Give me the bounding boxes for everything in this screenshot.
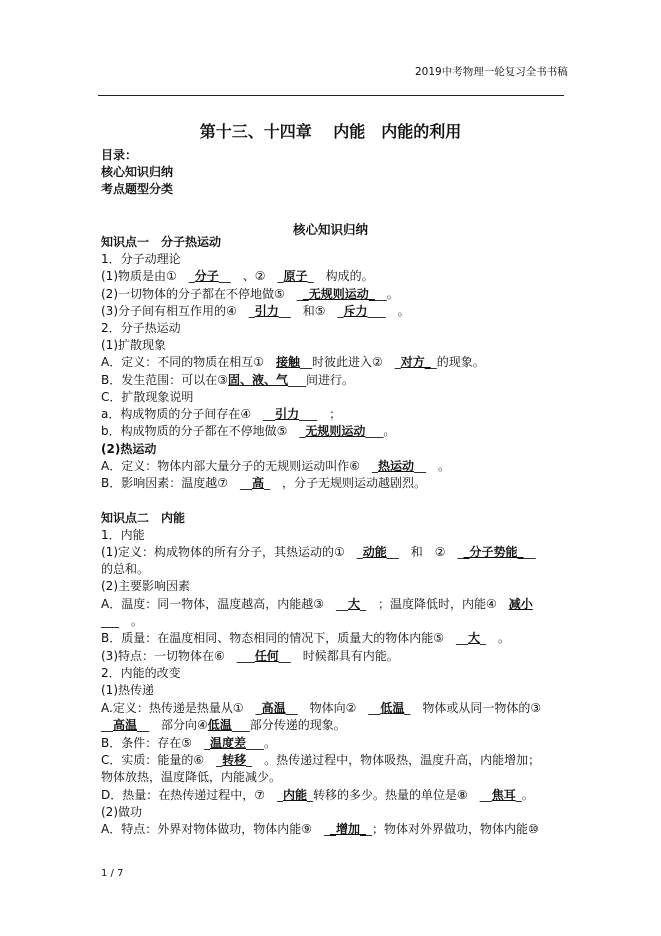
line-text: __ 时候都具有内能。 xyxy=(278,649,399,663)
line-text: __ 和 ② _ xyxy=(386,545,464,559)
answer-text: _无规则运动_ xyxy=(302,287,375,301)
text-line xyxy=(101,630,510,647)
text-line xyxy=(101,406,341,423)
answer-text: 固、液、气 xyxy=(228,373,289,387)
answer-text: 分子 xyxy=(194,269,219,283)
line-text: B．发生范围：可以在③ xyxy=(101,373,228,387)
answer-text: 高温 xyxy=(113,718,138,732)
text-line xyxy=(101,769,281,786)
line-text: (1)定义：构成物体的所有分子，其热运动的① _ xyxy=(101,545,363,559)
text-line xyxy=(101,423,395,440)
line-text: (1)热传递 xyxy=(101,683,154,697)
answer-text: 低温 xyxy=(207,718,232,732)
text-line xyxy=(101,648,399,665)
text-line xyxy=(101,544,536,561)
line-text: __。 xyxy=(374,287,399,301)
line-text: 的总和。 xyxy=(101,562,150,576)
answer-text: 引力 xyxy=(275,407,300,421)
line-text: (2)主要影响因素 xyxy=(101,579,190,593)
toc-item-question-types: 考点题型分类 xyxy=(101,182,174,196)
line-text: __时彼此进入② _ xyxy=(299,355,401,369)
answer-text: 低温 xyxy=(380,701,405,715)
text-line xyxy=(101,682,154,699)
answer-text: 高温 xyxy=(261,701,286,715)
line-text: __ xyxy=(523,545,536,559)
text-line xyxy=(101,735,276,752)
answer-text: 对方_ xyxy=(400,355,431,369)
answer-text: 任何 xyxy=(254,649,279,663)
line-text: __ 部分向④ xyxy=(137,718,208,732)
line-text: _的现象。 xyxy=(430,355,485,369)
text-line xyxy=(101,787,534,804)
line-text: ___ 。 xyxy=(367,304,410,318)
line-text: C．实质：能量的⑥ _ xyxy=(101,753,223,767)
answer-text: 斥力 xyxy=(343,304,368,318)
line-text: ___部分传递的现象。 xyxy=(231,718,346,732)
line-text: B．质量：在温度相同、物态相同的情况下，质量大的物体内能⑤ __ xyxy=(101,631,468,645)
line-text: _ 。 xyxy=(480,631,511,645)
line-text: a．构成物质的分子间存在④ __ xyxy=(101,407,276,421)
answer-text: _分子势能_ xyxy=(463,545,524,559)
line-text: _ ，分子无规则运动越剧烈。 xyxy=(264,476,427,490)
text-line xyxy=(101,441,156,458)
line-text: (2)做功 xyxy=(101,805,142,819)
line-text: A．定义：物体内部大量分子的无规则运动叫作⑥ _ xyxy=(101,459,378,473)
line-text: (1)物质是由① _ xyxy=(101,269,195,283)
text-line xyxy=(101,354,485,371)
heading-text: (2)热运动 xyxy=(101,442,157,456)
text-line xyxy=(101,389,193,406)
line-text: ___。 xyxy=(246,736,277,750)
text-line xyxy=(101,578,190,595)
line-text: _ ；温度降低时，内能④ xyxy=(359,597,509,611)
line-text: A．温度：同一物体，温度越高，内能越③ __ xyxy=(101,597,348,611)
line-text: _转移的多少。热量的单位是⑧ __ xyxy=(307,788,492,802)
text-line xyxy=(101,561,149,578)
line-text: __ 和⑤ _ xyxy=(278,304,344,318)
answer-text: 高 xyxy=(252,476,265,490)
line-text: __ 、② _ xyxy=(218,269,284,283)
answer-text: _增加_ xyxy=(329,822,366,836)
line-text: __ 物体向② __ xyxy=(285,701,381,715)
text-line xyxy=(101,596,533,613)
line-text: (1)扩散现象 xyxy=(101,338,166,352)
text-line xyxy=(101,717,346,734)
text-line xyxy=(101,303,410,320)
answer-text: 焦耳 xyxy=(491,788,516,802)
text-line xyxy=(101,510,185,527)
line-text: __ 。 xyxy=(413,459,450,473)
line-text: ___ 。 xyxy=(101,614,144,628)
answer-text: 热运动 xyxy=(377,459,414,473)
page-number: 1 / 7 xyxy=(101,868,124,879)
page-header: 2019中考物理一轮复习全书书稿 xyxy=(415,66,568,78)
toc-label: 目录： xyxy=(101,148,138,162)
line-text: C．扩散现象说明 xyxy=(101,390,194,404)
chapter-title: 第十三、十四章 内能 内能的利用 xyxy=(199,122,462,141)
line-text: _；物体对外界做功，物体内能⑩ xyxy=(365,822,539,836)
line-text: _ 物体或从同一物体的③ xyxy=(404,701,542,715)
line-text: _。 xyxy=(515,788,534,802)
answer-text: 减小 xyxy=(508,597,533,611)
line-text: 2．分子热运动 xyxy=(101,321,181,335)
text-line xyxy=(101,458,450,475)
line-text: (2)一切物体的分子都在不停地做⑤ _ xyxy=(101,287,303,301)
line-text: B．影响因素：温度越⑦ __ xyxy=(101,476,252,490)
text-line xyxy=(101,251,181,268)
line-text: 1．分子动理论 xyxy=(101,252,181,266)
text-line xyxy=(101,234,221,251)
answer-text: 温度差 xyxy=(210,736,247,750)
line-text: B．条件：存在⑤ _ xyxy=(101,736,210,750)
text-line xyxy=(101,700,541,717)
line-text: 2．内能的改变 xyxy=(101,666,181,680)
text-line xyxy=(101,372,354,389)
section-title: 核心知识归纳 xyxy=(292,222,368,237)
line-text: b．构成物质的分子都在不停地做⑤ _ xyxy=(101,424,306,438)
line-text: ___间进行。 xyxy=(288,373,355,387)
line-text: ___。 xyxy=(365,424,396,438)
line-text: _ 构成的。 xyxy=(307,269,374,283)
answer-text: 接触 xyxy=(275,355,300,369)
line-text: _ 。热传递过程中，物体吸热，温度升高，内能增加； xyxy=(246,753,541,767)
line-text: A.定义：热传递是热量从① _ xyxy=(101,701,262,715)
text-line xyxy=(101,527,145,544)
text-line xyxy=(101,475,426,492)
line-text: A．特点：外界对物体做功，物体内能⑨ _ xyxy=(101,822,330,836)
line-text: (3)特点：一切物体在⑥ ___ xyxy=(101,649,255,663)
answer-text: 原子 xyxy=(283,269,308,283)
answer-text: 转移 xyxy=(222,753,247,767)
text-line xyxy=(101,613,143,630)
answer-text: 大 xyxy=(347,597,360,611)
text-line xyxy=(101,286,399,303)
line-text: __ xyxy=(101,718,113,732)
answer-text: 大 xyxy=(468,631,481,645)
text-line xyxy=(101,320,181,337)
text-line xyxy=(101,268,374,285)
answer-text: 动能 xyxy=(362,545,387,559)
text-line xyxy=(101,337,166,354)
answer-text: 引力 xyxy=(254,304,279,318)
line-text: D．热量：在热传递过程中，⑦ _ xyxy=(101,788,283,802)
text-line xyxy=(101,752,540,769)
toc-item-core-knowledge: 核心知识归纳 xyxy=(101,165,174,179)
text-line xyxy=(101,665,181,682)
line-text: ___ ； xyxy=(299,407,342,421)
line-text: (3)分子间有相互作用的④ _ xyxy=(101,304,255,318)
heading-text: 知识点一 分子热运动 xyxy=(101,235,222,249)
answer-text: 内能 xyxy=(283,788,308,802)
line-text: A．定义：不同的物质在相互① xyxy=(101,355,276,369)
answer-text: 无规则运动 xyxy=(305,424,366,438)
heading-text: 知识点二 内能 xyxy=(101,511,186,525)
line-text: 1．内能 xyxy=(101,528,145,542)
header-divider xyxy=(98,95,564,96)
text-line xyxy=(101,821,539,838)
text-line xyxy=(101,804,142,821)
line-text: 物体放热，温度降低，内能减少。 xyxy=(101,770,282,784)
